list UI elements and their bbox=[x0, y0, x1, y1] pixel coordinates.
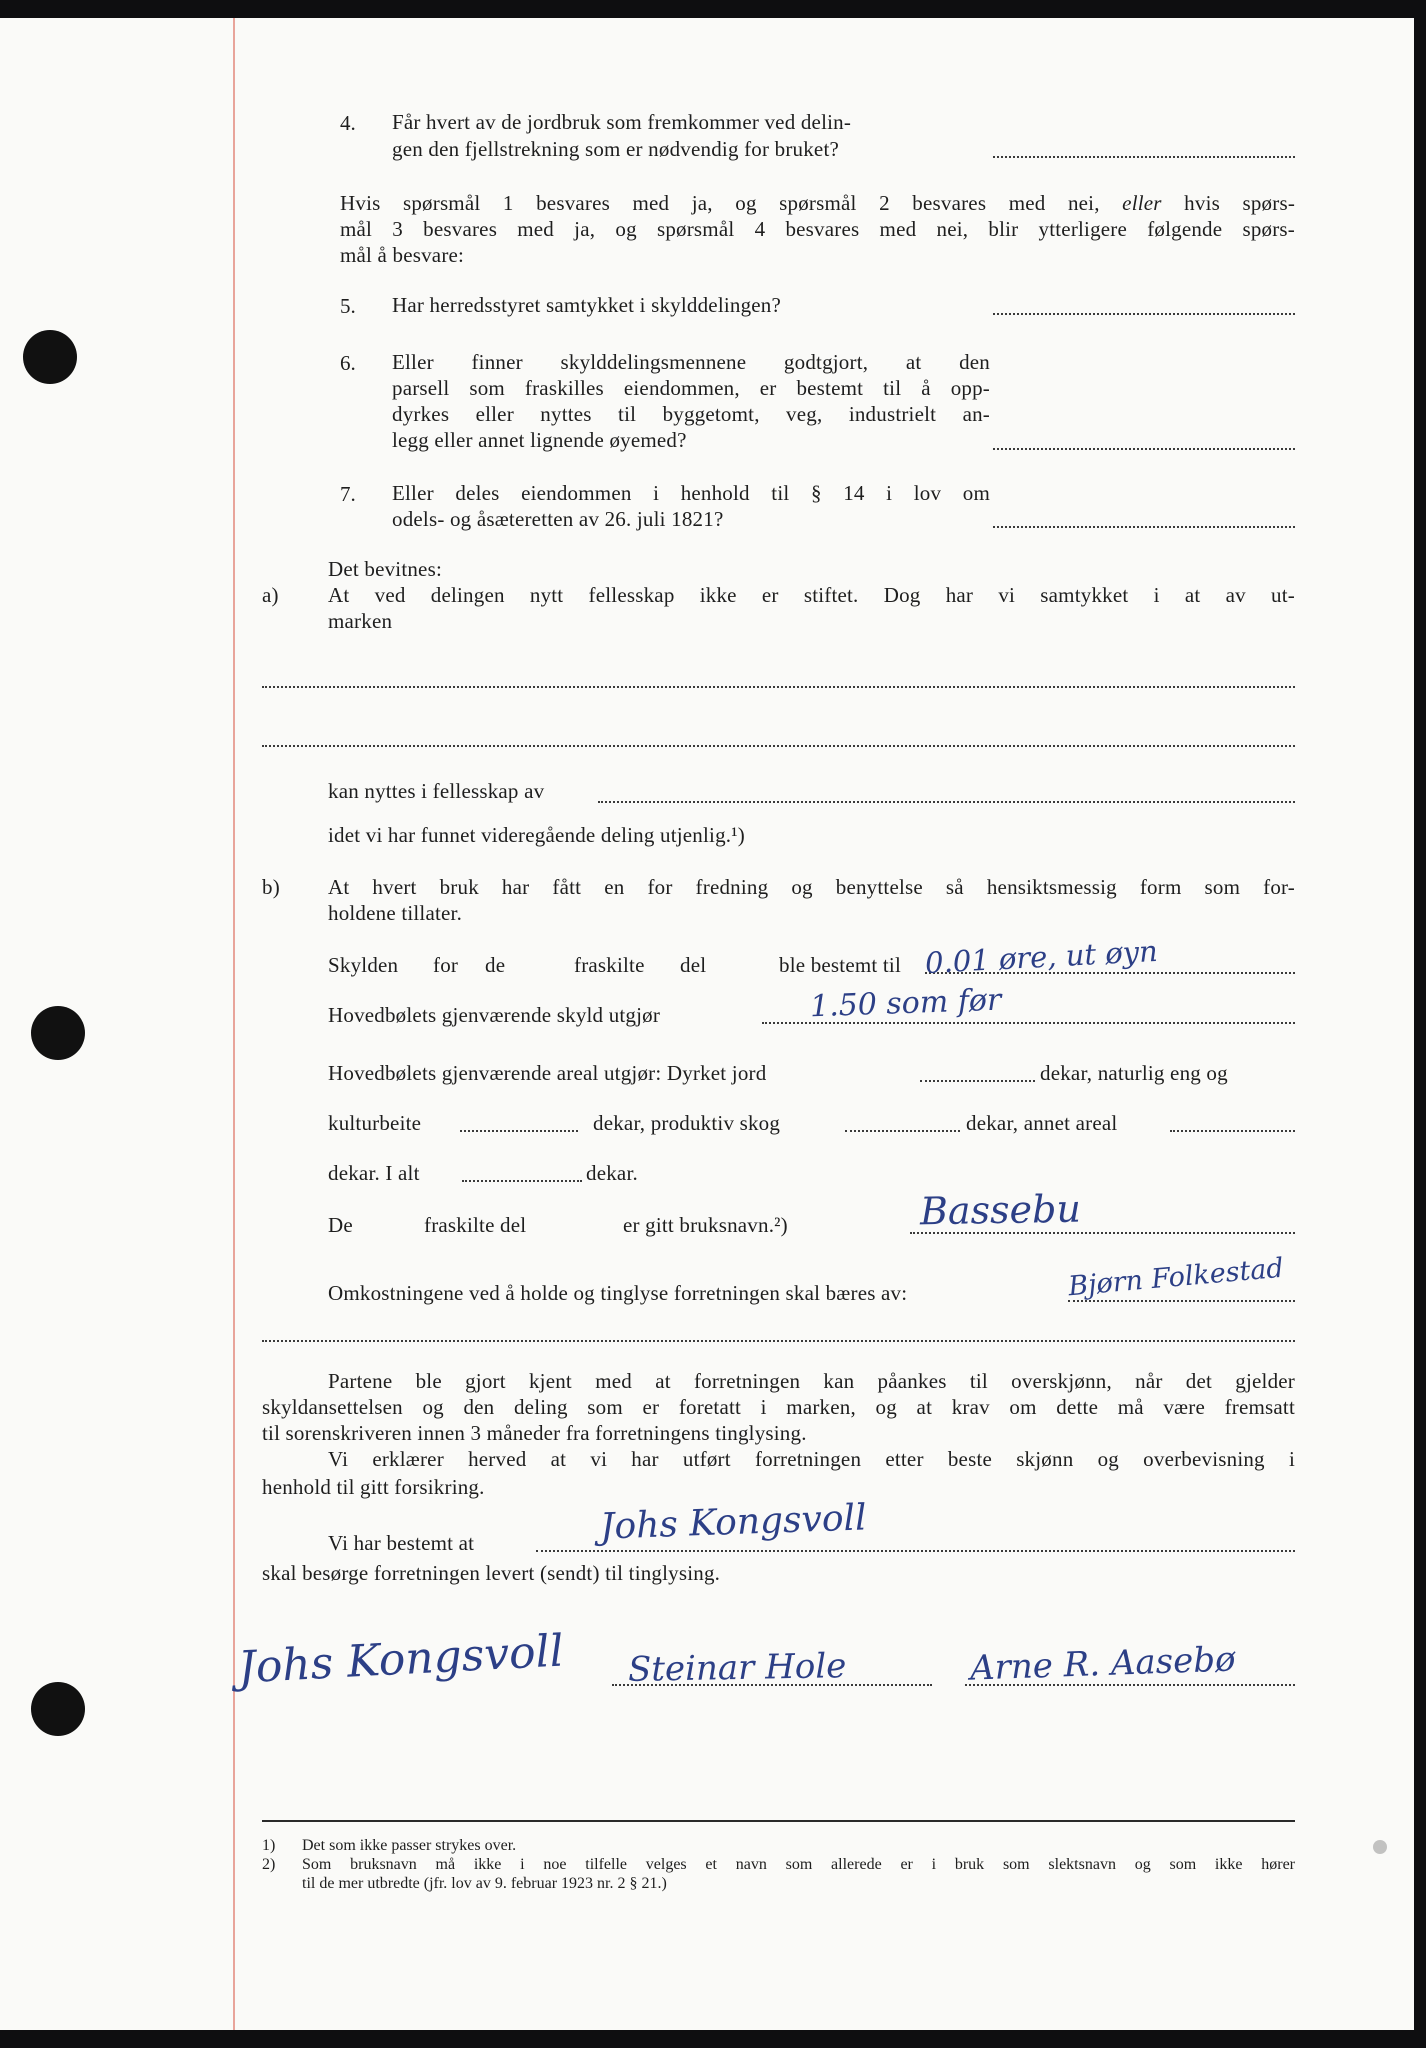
signature: Steinar Hole bbox=[627, 1646, 847, 1690]
item-b-line: holdene tillater. bbox=[328, 901, 463, 925]
question-6-line: dyrkes eller nyttes til byggetomt, veg, industrielt an- bbox=[392, 402, 990, 426]
hovedbolets-skyld-label: Hovedbølets gjenværende skyld utgjør bbox=[328, 1003, 661, 1027]
question-6-line: legg eller annet lignende øyemed? bbox=[392, 428, 687, 452]
punch-hole bbox=[31, 1006, 85, 1060]
ialt-label: dekar. I alt bbox=[328, 1161, 420, 1185]
kulturbeite-label: dekar, produktiv skog bbox=[593, 1111, 781, 1135]
question-6-line: Eller finner skylddelingsmennene godtgjort, at den bbox=[392, 350, 990, 374]
stain-mark bbox=[1373, 1840, 1387, 1854]
answer-line bbox=[993, 526, 1295, 528]
item-b-label: b) bbox=[262, 875, 280, 899]
answer-line bbox=[460, 1130, 578, 1132]
bruksnavn-word: er gitt bruksnavn.²) bbox=[623, 1213, 788, 1237]
handwritten-responsible: Johs Kongsvoll bbox=[599, 1497, 868, 1548]
question-7-number: 7. bbox=[340, 482, 356, 506]
handwritten-skyld: 0.01 øre, ut øyn bbox=[924, 933, 1159, 981]
bruksnavn-word: De bbox=[328, 1213, 353, 1237]
intro-line: mål å besvare: bbox=[340, 243, 465, 267]
bevitnes-heading: Det bevitnes: bbox=[328, 557, 442, 581]
question-7-line: odels- og åsæteretten av 26. juli 1821? bbox=[392, 507, 724, 531]
question-4-line: Får hvert av de jordbruk som fremkommer ved delin- bbox=[392, 110, 852, 134]
punch-hole bbox=[23, 330, 77, 384]
item-a-line: idet vi har funnet videregående deling utjenlig.¹) bbox=[328, 823, 745, 847]
document-page bbox=[0, 18, 1414, 2030]
closing-line: henhold til gitt forsikring. bbox=[262, 1475, 485, 1499]
margin-rule bbox=[233, 18, 235, 2030]
question-5-number: 5. bbox=[340, 294, 356, 318]
item-a-label: a) bbox=[262, 583, 279, 607]
footnote-mark: 2) bbox=[262, 1856, 276, 1873]
skylden-label: ble bestemt til bbox=[779, 953, 901, 977]
omkostning-label: Omkostningene ved å holde og tinglyse forretningen skal bæres av: bbox=[328, 1281, 908, 1305]
footnote-mark: 1) bbox=[262, 1837, 276, 1854]
item-a-line: At ved delingen nytt fellesskap ikke er stiftet. Dog har vi samtykket i at av ut- bbox=[328, 583, 1295, 607]
answer-line bbox=[993, 313, 1295, 315]
question-6-line: parsell som fraskilles eiendommen, er bestemt til å opp- bbox=[392, 376, 990, 400]
kulturbeite-label: dekar, annet areal bbox=[966, 1111, 1118, 1135]
item-a-line: marken bbox=[328, 609, 393, 633]
closing-line: til sorenskriveren innen 3 måneder fra forretningens tinglysing. bbox=[262, 1421, 807, 1445]
footnote-text: til de mer utbredte (jfr. lov av 9. februar 1923 nr. 2 § 21.) bbox=[302, 1875, 667, 1892]
skylden-word: de bbox=[485, 953, 506, 977]
answer-line bbox=[262, 1340, 1295, 1342]
handwritten-omkostning: Bjørn Folkestad bbox=[1067, 1252, 1285, 1303]
skylden-word: Skylden bbox=[328, 953, 399, 977]
item-b-line: At hvert bruk har fått en for fredning og benyttelse så hensiktsmessig form som for- bbox=[328, 875, 1295, 899]
closing-line: Partene ble gjort kjent med at forretningen kan påankes til overskjønn, når det gjelder bbox=[328, 1369, 1295, 1393]
answer-line bbox=[462, 1180, 582, 1182]
areal-label: Hovedbølets gjenværende areal utgjør: Dyrket jord bbox=[328, 1061, 767, 1085]
closing-line: Vi har bestemt at bbox=[328, 1531, 475, 1555]
question-5-line: Har herredsstyret samtykket i skylddelingen? bbox=[392, 293, 782, 317]
punch-hole bbox=[31, 1682, 85, 1736]
footnote-text: Det som ikke passer strykes over. bbox=[302, 1837, 517, 1854]
answer-line bbox=[1068, 1300, 1295, 1302]
handwritten-bruksnavn: Bassebu bbox=[919, 1186, 1082, 1234]
closing-line: skyldansettelsen og den deling som er foretatt i marken, og at krav om dette må være fremsatt bbox=[262, 1395, 1295, 1419]
answer-line bbox=[993, 448, 1295, 450]
skylden-word: for bbox=[433, 953, 459, 977]
answer-line bbox=[920, 1080, 1035, 1082]
answer-line bbox=[598, 801, 1295, 803]
handwritten-skyld-remaining: 1.50 som før bbox=[809, 982, 1002, 1025]
answer-line bbox=[262, 686, 1295, 688]
answer-line bbox=[993, 156, 1295, 158]
answer-line bbox=[845, 1130, 960, 1132]
intro-line bbox=[340, 190, 1295, 216]
ialt-label: dekar. bbox=[586, 1161, 638, 1185]
footnote-divider bbox=[262, 1820, 1295, 1822]
signature: Arne R. Aasebø bbox=[969, 1639, 1237, 1689]
intro-text: Hvis spørsmål 1 besvares med ja, og spørsmål 2 besvares med nei, bbox=[340, 191, 1100, 215]
bruksnavn-word: fraskilte del bbox=[424, 1213, 527, 1237]
item-a-line: kan nyttes i fellesskap av bbox=[328, 779, 545, 803]
footnote-text: Som bruksnavn må ikke i noe tilfelle velges et navn som allerede er i bruk som slektsnavn og som ikke hører bbox=[302, 1856, 1295, 1873]
question-4-number: 4. bbox=[340, 111, 356, 135]
answer-line bbox=[1170, 1130, 1295, 1132]
intro-line: mål 3 besvares med ja, og spørsmål 4 besvares med nei, blir ytterligere følgende spørs- bbox=[340, 217, 1295, 241]
answer-line bbox=[536, 1550, 1295, 1552]
areal-label: dekar, naturlig eng og bbox=[1040, 1061, 1228, 1085]
skylden-word: del bbox=[680, 953, 707, 977]
signature: Johs Kongsvoll bbox=[236, 1625, 565, 1694]
question-6-number: 6. bbox=[340, 351, 356, 375]
skylden-word: fraskilte bbox=[574, 953, 645, 977]
question-7-line: Eller deles eiendommen i henhold til § 14 i lov om bbox=[392, 481, 990, 505]
intro-emphasis: eller bbox=[1122, 191, 1162, 215]
kulturbeite-label: kulturbeite bbox=[328, 1111, 422, 1135]
intro-text: hvis spørs- bbox=[1184, 191, 1296, 215]
closing-line: Vi erklærer herved at vi har utført forretningen etter beste skjønn og overbevisning i bbox=[328, 1447, 1295, 1471]
closing-line: skal besørge forretningen levert (sendt) til tinglysing. bbox=[262, 1561, 721, 1585]
question-4-line: gen den fjellstrekning som er nødvendig for bruket? bbox=[392, 137, 839, 161]
answer-line bbox=[262, 745, 1295, 747]
